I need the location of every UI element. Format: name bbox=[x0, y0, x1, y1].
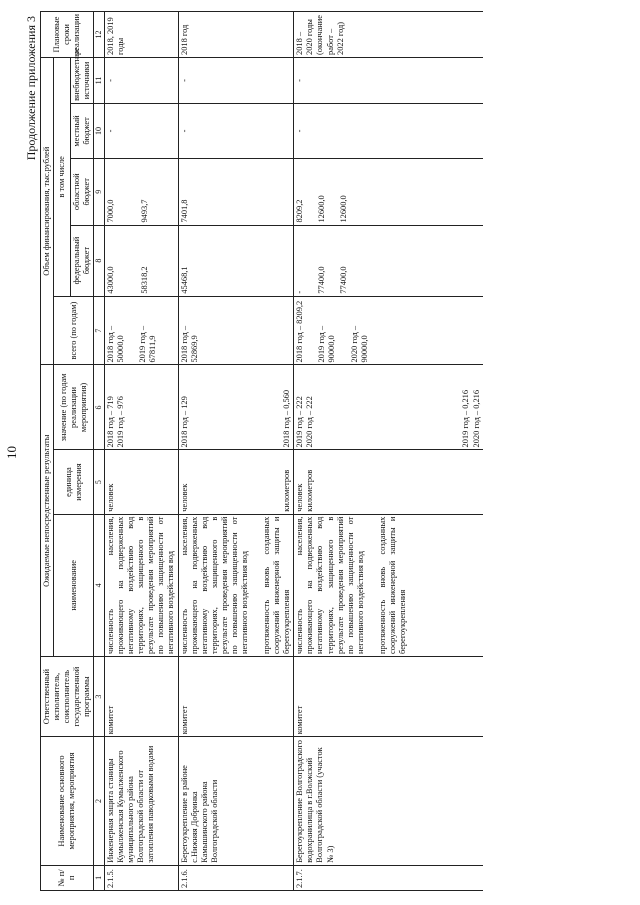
header-including: в том числе bbox=[54, 57, 71, 296]
header-total: всего (по годам) bbox=[54, 296, 94, 365]
result-name: численность населения, проживающего на подверженных негативному воздействию вод территориях, защищенного в результате проведения мероприятий по повышению защищенности от негативного воздействия вод bbox=[105, 516, 176, 654]
result-name: протяженность вновь созданных сооружений инженерной защиты и берегоукрепления bbox=[262, 516, 292, 654]
result-names bbox=[104, 514, 178, 656]
value-text: 2020 год – 0,216 bbox=[471, 389, 481, 448]
measure-name bbox=[104, 737, 178, 866]
regional-value: 9493,7 bbox=[140, 199, 150, 223]
local-value: - bbox=[105, 129, 115, 133]
unit-text: человек bbox=[295, 483, 305, 512]
row-number bbox=[178, 865, 294, 890]
federal-value: 77400,0 bbox=[317, 266, 327, 294]
result-values bbox=[178, 365, 294, 450]
column-number: 11 bbox=[94, 57, 105, 103]
row-number-text: 2.1.6. bbox=[179, 869, 189, 888]
finance-local bbox=[294, 103, 483, 158]
table-row bbox=[178, 12, 294, 891]
federal-value: 77400,0 bbox=[339, 266, 349, 294]
extrabudget-value: - bbox=[295, 79, 305, 82]
federal-value: 43000,0 bbox=[105, 266, 115, 294]
regional-value: 12600,0 bbox=[339, 195, 349, 223]
executor-text: комитет bbox=[105, 705, 115, 735]
column-numbers-row bbox=[94, 12, 105, 891]
header-num: № п/п bbox=[41, 865, 94, 890]
executor bbox=[104, 656, 178, 736]
header-result-name: наименование bbox=[54, 514, 94, 656]
planned-terms bbox=[104, 12, 178, 58]
finance-regional bbox=[294, 158, 483, 225]
executor-text: комитет bbox=[295, 705, 305, 735]
executor bbox=[178, 656, 294, 736]
finance-federal bbox=[104, 225, 178, 296]
total-value: 2019 год – 90000,0 bbox=[317, 325, 337, 363]
table-caption: Продолжение приложения 3 bbox=[24, 16, 38, 161]
finance-extrabudget bbox=[294, 57, 483, 103]
column-number: 5 bbox=[94, 450, 105, 514]
federal-value: 58318,2 bbox=[140, 266, 150, 294]
finance-local bbox=[104, 103, 178, 158]
terms-text: 2018, 2019 годы bbox=[105, 17, 126, 55]
regional-value: 7401,8 bbox=[179, 199, 189, 223]
result-name: численность населения, проживающего на подверженных негативному воздействию вод территориях, защищенного в результате проведения мероприятий по повышению защищенности от негативного воздействия вод bbox=[179, 516, 249, 654]
planned-terms bbox=[178, 12, 294, 58]
table-row bbox=[294, 12, 483, 891]
result-names bbox=[294, 514, 483, 656]
value-text: 2019 год – 0,216 bbox=[461, 389, 471, 448]
finance-extrabudget bbox=[178, 57, 294, 103]
value-text: 2019 год – 976 bbox=[116, 396, 126, 448]
column-number: 6 bbox=[94, 365, 105, 450]
value-text: 2018 год – 0,560 bbox=[281, 389, 291, 448]
measure-name bbox=[294, 737, 483, 866]
extrabudget-value: - bbox=[105, 79, 115, 82]
page-number: 10 bbox=[4, 446, 19, 459]
row-number bbox=[294, 865, 483, 890]
unit-text: человек bbox=[105, 483, 115, 512]
extrabudget-value: - bbox=[179, 79, 189, 82]
executor bbox=[294, 656, 483, 736]
result-units bbox=[178, 450, 294, 514]
local-value: - bbox=[179, 129, 189, 133]
column-number: 1 bbox=[94, 865, 105, 890]
finance-local bbox=[178, 103, 294, 158]
unit-text: километров bbox=[281, 469, 291, 512]
terms-text: 2018 год bbox=[179, 24, 189, 55]
column-number: 8 bbox=[94, 225, 105, 296]
finance-total bbox=[104, 296, 178, 365]
result-units bbox=[104, 450, 178, 514]
table-header bbox=[41, 12, 105, 891]
program-table bbox=[40, 11, 483, 891]
finance-extrabudget bbox=[104, 57, 178, 103]
measure-name-text: Берегоукрепление Волгоградского водохранилища в г.Волжский Волгоградской области (участок № 3) bbox=[295, 740, 335, 863]
header-results-group: Ожидаемые непосредственные результаты bbox=[41, 365, 54, 656]
header-extrabudget: внебюджетные источники bbox=[71, 57, 94, 103]
finance-total bbox=[294, 296, 483, 365]
regional-value: 8209,2 bbox=[295, 199, 305, 223]
federal-value: 45468,1 bbox=[179, 266, 189, 294]
column-number: 7 bbox=[94, 296, 105, 365]
finance-federal bbox=[294, 225, 483, 296]
header-regional: областной бюджет bbox=[71, 158, 94, 225]
column-number: 12 bbox=[94, 12, 105, 58]
measure-name bbox=[178, 737, 294, 866]
unit-text: километров bbox=[305, 469, 315, 512]
total-value: 2020 год – 90000,0 bbox=[349, 325, 369, 363]
result-units bbox=[294, 450, 483, 514]
total-value: 2018 год – 52869,9 bbox=[179, 325, 199, 363]
finance-regional bbox=[178, 158, 294, 225]
column-number: 9 bbox=[94, 158, 105, 225]
value-text: 2018 год – 719 bbox=[105, 396, 115, 448]
row-number-text: 2.1.7. bbox=[295, 869, 305, 888]
total-value: 2018 год – 50000,0 bbox=[105, 325, 126, 363]
column-number: 2 bbox=[94, 737, 105, 866]
measure-name-text: Берегоукрепление в районе с.Нижняя Добринка Камышинского района Волгоградской области bbox=[179, 765, 219, 863]
value-text: 2018 год – 129 bbox=[179, 396, 189, 448]
regional-value: 7000,0 bbox=[105, 199, 115, 223]
result-values bbox=[294, 365, 483, 450]
terms-text: 2018 – 2020 годы (окончание работ – 2022 год) bbox=[295, 15, 345, 55]
header-terms: Плановые сроки реализации bbox=[41, 12, 94, 58]
measure-name-text: Инженерная защита станицы Кумылженская Кумылженского муниципального района Волгоградской области от затопления паводковыми водами bbox=[105, 745, 156, 863]
row-number-text: 2.1.5. bbox=[105, 869, 115, 888]
result-name: протяженность вновь созданных сооружений инженерной защиты и берегоукрепления bbox=[377, 516, 408, 654]
header-value: значение (по годам реализации мероприятия) bbox=[54, 365, 94, 450]
finance-federal bbox=[178, 225, 294, 296]
total-value: 2019 год – 67811,9 bbox=[138, 325, 158, 363]
column-number: 4 bbox=[94, 514, 105, 656]
column-number: 10 bbox=[94, 103, 105, 158]
executor-text: комитет bbox=[179, 705, 189, 735]
result-values bbox=[104, 365, 178, 450]
table-body bbox=[104, 12, 482, 891]
result-name: численность населения, проживающего на подверженных негативному воздействию вод территориях, защищенного в результате проведения мероприятий по повышению защищенности от негативного воздействия вод bbox=[295, 516, 365, 654]
header-finance-group: Объем финансирования, тыс.рублей bbox=[41, 57, 54, 365]
local-value: - bbox=[295, 129, 305, 133]
header-federal: федеральный бюджет bbox=[71, 225, 94, 296]
header-executor: Ответственный исполнитель, соисполнитель государственной программы bbox=[41, 656, 94, 736]
table-row bbox=[104, 12, 178, 891]
unit-text: человек bbox=[179, 483, 189, 512]
header-local: местный бюджет bbox=[71, 103, 94, 158]
finance-regional bbox=[104, 158, 178, 225]
value-text: 2019 год – 222 bbox=[295, 396, 305, 448]
header-name: Наименование основного мероприятия, мероприятия bbox=[41, 737, 94, 866]
regional-value: 12600,0 bbox=[317, 195, 327, 223]
federal-value: - bbox=[295, 290, 305, 294]
planned-terms bbox=[294, 12, 483, 58]
header-unit: единица измерения bbox=[54, 450, 94, 514]
total-value: 2018 год – 8209,2 bbox=[295, 300, 305, 363]
value-text: 2020 год – 222 bbox=[305, 396, 315, 448]
result-names bbox=[178, 514, 294, 656]
finance-total bbox=[178, 296, 294, 365]
column-number: 3 bbox=[94, 656, 105, 736]
row-number bbox=[104, 865, 178, 890]
